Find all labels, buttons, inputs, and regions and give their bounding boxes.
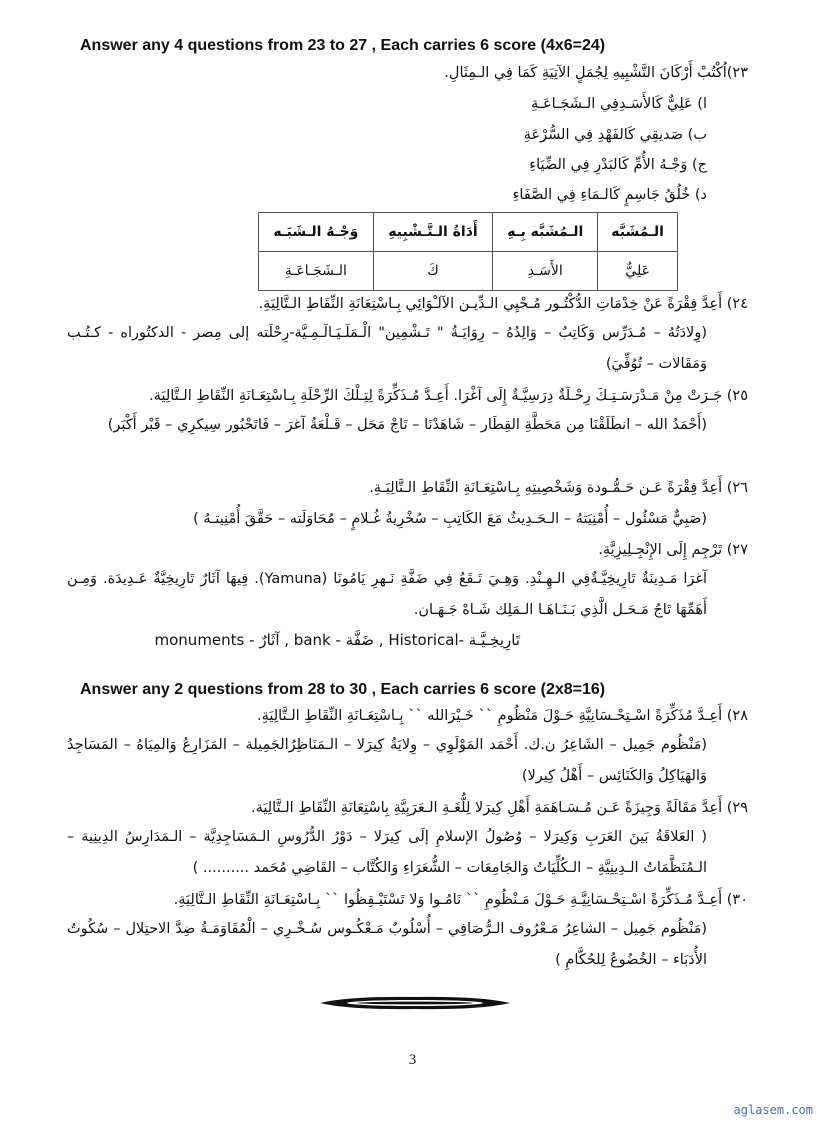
site-watermark[interactable]: aglasem.com — [733, 1103, 813, 1117]
table-cell-ali: عَلِيٌّ — [598, 252, 678, 291]
q29-text: ٢٩) أَعِدَّ مَقَالَةً وَجِيزَةً عَـن مُـسَـاهَمَةِ أَهْلِ كِيرَلا لِلُّغَـةِ الـعَرَبِيَّةِ بِاسْتِعَانَةِ النِّقَاطِ الـتَّالِيَة. — [250, 800, 748, 816]
q23-option-b: ب) صَديقِي كَالفَهْدِ فِي السُّرْعَةِ — [523, 127, 707, 143]
q23-text: ٢٣)اُكْتُبْ أَرْكَانَ التَّشْبِيهِ لِجُمَلٍ الآتِيَةِ كَمَا فِي الـمِثَالِ. — [444, 65, 748, 81]
table-cell-shajaah: الـشَجَـاعَـةِ — [259, 252, 374, 291]
section2-heading: Answer any 2 questions from 28 to 30 , Each carries 6 score (2x8=16) — [80, 681, 606, 698]
table-header-mushabbah-bihi: الـمُشَبَّه بِـهِ — [493, 213, 598, 252]
q26-text: ٢٦) أَعِدَّ فِقْرَةً عَـن حَـمُّـودة وَشَخْصِيتِهِ بِـاسْتِعَـانَةِ النِّقَاطِ الـتَّالِيَـةِ. — [369, 480, 748, 496]
ornamental-divider — [320, 996, 510, 1010]
q30-points: (مَنْظُوم جَمِيل – الشاعِرُ مَـعْرُوف الـرُّصَافِي – أُسْلُوبٌ مَـعْكُـوس سُـخْـرِي – الْمُقَاوَمَـةُ ضِدَّ الاحتِلال – سُكُوتُ الأُدَبَاء – الخُضُوعُ لِلحُكَّامِ ) — [67, 921, 707, 968]
page-number: 3 — [408, 1052, 417, 1068]
q29-points: ( العَلاقَةُ بَينَ العَرَبِ وَكِيرَلا – وُصُولُ الإسلامِ إلَى كِيرَلا – دَوْرُ الدُّرُوسِ الـمَسَاجِدِيَّة – الـمَدَارِسُ الدِينِية – الـمُنَظَّمَاتُ الـدِينِيَّةِ – الـكُلِّيَاتُ وَالجَامِعَات – الشُّعَرَاءِ وَالكُتَّاب – القَاضِي مُحَمد .......... ) — [67, 829, 707, 876]
q24-points: (وِلادَتُهُ – مُـدَرِّس وَكَاتِبٌ – وَالِدُهُ – رِوَايَـةُ " تَـشْمِين" الْـمَلَـيَـالَـمِـيَّة-رِحْلَته إلى مِصر - الدكتُوراه - كـتُـب وَمَقَالات – تُوُفِّيَ) — [67, 325, 707, 372]
q23-option-c: ج) وَجْـهُ الأُمِّ كَالبَدْرِ فِي الضِّيَاءِ — [529, 157, 707, 173]
q27-vocabulary: تَارِيخِـيَّـة -Historical , ضَفَّة - bank , آثَارٌ - monuments — [154, 631, 520, 649]
table-header-wajh: وَجْـهُ الـشَبَـه — [259, 213, 374, 252]
q25-points: (أَحْمَدُ الله – انطَلَقْنَا مِن مَحَطَّةِ القِطَار – شَاهَدْنَا – تَاجْ مَحَل – قَـلْعَةُ آغرَ – فَاتَحْبُور سِيكرِي – قَبْر أَكْبَر) — [107, 417, 707, 433]
q23-option-a: ا) عَلِيٌّ كَالأَسَـدِفِي الـشَجَـاعَـةِ — [531, 96, 707, 112]
q23-option-d: د) خُلُقُ جَاسِمٍ كَالـمَاءِ فِي الصَّفَاءِ — [512, 187, 707, 203]
q27-text: ٢٧) تَرْجِم إِلَى الإِنْجِـلِيزِيَّةِ. — [598, 542, 748, 558]
table-header-adat: أَدَاةُ الـتَّـشْبِيهِ — [373, 213, 492, 252]
q28-points: (مَنْظُوم جَمِيل – الشَاعِرُ ن.ك. أَحْمَد المَوْلَوِي – وِلايَةُ كِيرَلا – الـمَنَاظِرُالجَمِيلة – المَزَارِعُ وَالمِيَاهُ – المَسَاجِدُ وَالهَيَاكِلُ وَالكَنَائِس – أَهْلُ كِيرلا) — [67, 737, 707, 784]
table-cell-asad: الأَسَـدِ — [493, 252, 598, 291]
q25-text: ٢٥) جَـرَتْ مِنْ مَـدْرَسَـتِـكَ رِحْـلَةٌ دِرَسِيَّـةٌ إِلَى آغْرَا. أَعِـدَّ مُـذَكِّرَةً لِتِـلْكَ الرِّحْلَةِ بِـاسْتِعَـانَةِ النِّقَاطِ الـتَّالِيَة. — [149, 388, 748, 404]
table-header-mushabbah: الـمُشَبَّه — [598, 213, 678, 252]
q23-table — [258, 212, 678, 291]
table-cell-kaf: كَ — [373, 252, 492, 291]
q30-text: ٣٠) أَعِـدَّ مُـذَكِّرَةً اسْـتِحْـسَانِيَّـةِ حَـوْلَ مَـنْظُومِ `` نَامُـوا وَلا تَسْتَيْـقِظُوا `` بِـاسْتِعَـانَةِ النِّقَاطِ الـتَّالِيَةِ. — [173, 892, 748, 908]
section1-heading: Answer any 4 questions from 23 to 27 , Each carries 6 score (4x6=24) — [80, 37, 606, 54]
q26-points: (صَبِيٌّ مَسْئُول – أُمْنِيَتهُ – الـحَـدِيثُ مَعَ الكَاتِبِ – سُخْرِيةُ غُـلامٍ – مُحَاوَلَته – حَقَّقَ أُمْنِيتـهُ ) — [193, 511, 707, 527]
q27-passage: آغرَا مَـدِينَةٌ تَارِيخِيَّـةٌفِي الـهِـنْدِ. وَهِـيَ تَـقَعُ فِي ضَفَّةِ نَـهرِ يَامُونَا (Yamuna). فِيهَا آثَارٌ تَارِيخِيَّةٌ عَـدِيدَة. وَمِـن أَهَمِّهَا تَاجُ مَـحَـل الَّذِي بَـنَـاهَـا الـمَلِك شَـاهْ جَـهَـان. — [67, 571, 708, 618]
q24-text: ٢٤) أَعِدَّ فِقْرَةً عَنْ خِدْمَاتِ الدُّكْتُـور مُـحْيِي الـدِّيـن الآلـْوَائِي بِـاسْتِعَانَةِ النِّقَاطِ الـتَّالِيَةِ. — [258, 296, 748, 312]
q28-text: ٢٨) أَعِـدَّ مُذَكِّرَةً اسْـتِحْـسَانِيَّةِ حَـوْلَ مَنْظُومِ `` خَـيْرَالله `` بِـاسْتِعَـانَةِ النِّقَاطِ الـتَّالِيَةِ. — [257, 708, 748, 724]
